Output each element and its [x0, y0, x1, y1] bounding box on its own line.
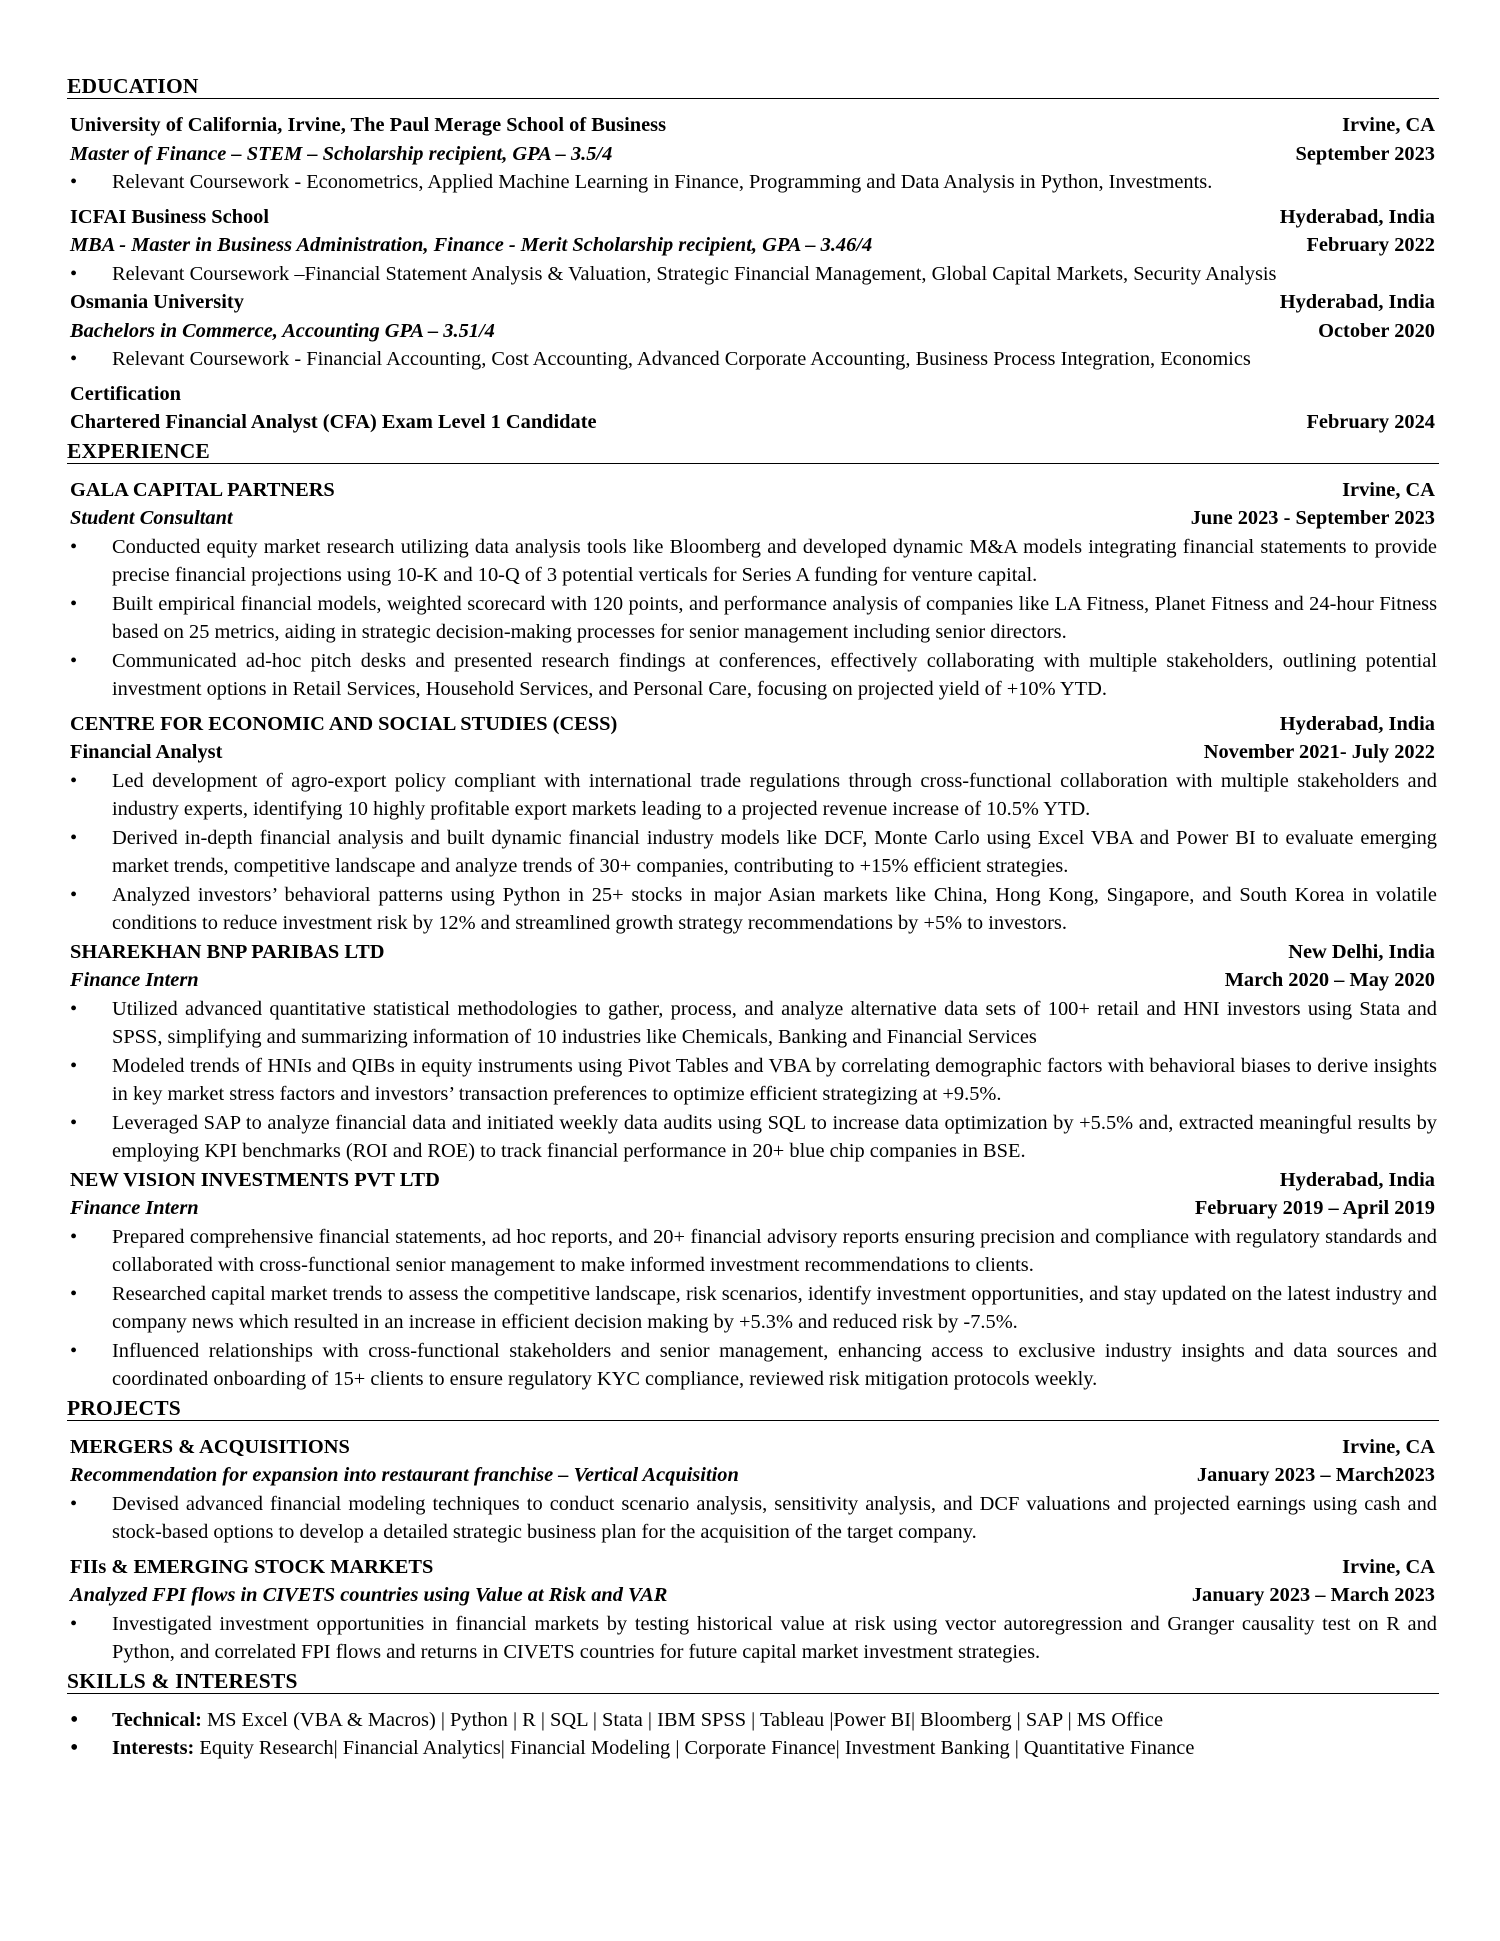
- job-bullet: • Derived in-depth financial analysis and built dynamic financial industry models like DCF, Monte Carlo using Excel VBA and Power BI to evaluate emerging market trends, competitive landscape and analyze trends of 30+ companies, contributing to +15% efficient strategies.: [67, 824, 1439, 881]
- degree: Bachelors in Commerce, Accounting GPA – 3.51/4: [70, 319, 495, 342]
- experience-heading: EXPERIENCE: [67, 439, 1439, 464]
- job-entry: [67, 476, 1439, 704]
- coursework-bullet: • Relevant Coursework - Econometrics, Applied Machine Learning in Finance, Programming and Data Analysis in Python, Investments.: [67, 168, 1439, 197]
- school-location: Irvine, CA: [1342, 114, 1435, 136]
- job-title: Student Consultant: [70, 507, 233, 529]
- job-location: New Delhi, India: [1288, 940, 1435, 963]
- school-location: Hyderabad, India: [1279, 291, 1435, 313]
- job-entry: [67, 1166, 1439, 1394]
- interests: [67, 1734, 1439, 1763]
- project-name: FIIs & EMERGING STOCK MARKETS: [70, 1555, 434, 1578]
- job-bullet: • Prepared comprehensive financial statements, ad hoc reports, and 20+ financial advisory reports ensuring precision and compliance with regulatory standards and collaborated with cross-functional senior management to make informed investment recommendations to clients.: [67, 1223, 1439, 1280]
- school-entry: [67, 288, 1439, 374]
- degree-date: October 2020: [1318, 319, 1435, 342]
- resume-page: [67, 72, 1439, 1763]
- job-bullet: • Modeled trends of HNIs and QIBs in equity instruments using Pivot Tables and VBA by correlating demographic factors with behavioral biases to derive insights in key market stress factors and investors’ transaction preferences to optimize efficient strategizing at +9.5%.: [67, 1052, 1439, 1109]
- project-bullet: • Investigated investment opportunities in financial markets by testing historical value at risk using vector autoregression and Granger causality test on R and Python, and correlated FPI flows and returns in CIVETS countries for future capital market investment strategies.: [67, 1610, 1439, 1667]
- certification-name: Chartered Financial Analyst (CFA) Exam Level 1 Candidate: [70, 411, 597, 433]
- technical-label: Technical:: [112, 1708, 202, 1731]
- project-entry: [67, 1553, 1439, 1667]
- school-location: Hyderabad, India: [1279, 205, 1435, 228]
- interests-list: Equity Research| Financial Analytics| Financial Modeling | Corporate Finance| Investment Banking | Quantitative Finance: [194, 1737, 1195, 1759]
- job-location: Hyderabad, India: [1279, 1168, 1435, 1191]
- coursework-bullet: • Relevant Coursework –Financial Statement Analysis & Valuation, Strategic Financial Management, Global Capital Markets, Security Analysis: [67, 260, 1439, 289]
- certification-label: Certification: [70, 382, 181, 405]
- job-date: June 2023 - September 2023: [1190, 507, 1435, 529]
- technical-list: MS Excel (VBA & Macros) | Python | R | SQL | Stata | IBM SPSS | Tableau |Power BI| Bloomberg | SAP | MS Office: [201, 1708, 1164, 1731]
- job-bullet: • Led development of agro-export policy compliant with international trade regulations through cross-functional collaboration with multiple stakeholders and industry experts, identifying 10 highly profitable export markets leading to a projected revenue increase of 10.5% YTD.: [67, 767, 1439, 824]
- job-bullet: • Built empirical financial models, weighted scorecard with 120 points, and performance analysis of companies like LA Fitness, Planet Fitness and 24-hour Fitness based on 25 metrics, aiding in strategic decision-making processes for senior management including senior directors.: [67, 590, 1439, 647]
- certification-entry: [67, 380, 1439, 437]
- technical-skills: [67, 1706, 1439, 1735]
- job-bullet: • Influenced relationships with cross-functional stakeholders and senior management, enhancing access to exclusive industry insights and data sources and coordinated onboarding of 15+ clients to ensure regulatory KYC compliance, reviewed risk mitigation protocols weekly.: [67, 1337, 1439, 1394]
- project-date: January 2023 – March2023: [1196, 1464, 1435, 1486]
- job-bullet: • Utilized advanced quantitative statistical methodologies to gather, process, and analyze alternative data sets of 100+ retail and HNI investors using Stata and SPSS, simplifying and summarizing information of 10 industries like Chemicals, Banking and Financial Services: [67, 995, 1439, 1052]
- project-date: January 2023 – March 2023: [1191, 1584, 1435, 1606]
- job-bullet: • Researched capital market trends to assess the competitive landscape, risk scenarios, identify investment opportunities, and stay updated on the latest industry and company news which resulted in an increase in efficient decision making by +5.3% and reduced risk by -7.5%.: [67, 1280, 1439, 1337]
- project-subtitle: Analyzed FPI flows in CIVETS countries using Value at Risk and VAR: [70, 1584, 668, 1606]
- education-heading: EDUCATION: [67, 74, 1439, 99]
- job-title: Financial Analyst: [70, 741, 223, 763]
- project-subtitle: Recommendation for expansion into restaurant franchise – Vertical Acquisition: [70, 1464, 739, 1486]
- degree-date: September 2023: [1295, 142, 1435, 165]
- company-name: NEW VISION INVESTMENTS PVT LTD: [70, 1168, 440, 1191]
- school-name: ICFAI Business School: [70, 205, 270, 228]
- school-name: University of California, Irvine, The Paul Merage School of Business: [70, 114, 667, 136]
- skills-heading: SKILLS & INTERESTS: [67, 1669, 1439, 1694]
- job-bullet: • Communicated ad-hoc pitch desks and presented research findings at conferences, effectively collaborating with multiple stakeholders, outlining potential investment options in Retail Services, Household Services, and Personal Care, focusing on projected yield of +10% YTD.: [67, 647, 1439, 704]
- job-location: Hyderabad, India: [1279, 712, 1435, 735]
- company-name: SHAREKHAN BNP PARIBAS LTD: [70, 940, 385, 963]
- degree: Master of Finance – STEM – Scholarship recipient, GPA – 3.5/4: [70, 142, 613, 165]
- company-name: GALA CAPITAL PARTNERS: [70, 478, 335, 501]
- project-bullet: • Devised advanced financial modeling techniques to conduct scenario analysis, sensitivity analysis, and DCF valuations and projected earnings using cash and stock-based options to develop a detailed strategic business plan for the acquisition of the target company.: [67, 1490, 1439, 1547]
- coursework-bullet: • Relevant Coursework - Financial Accounting, Cost Accounting, Advanced Corporate Accounting, Business Process Integration, Economics: [67, 345, 1439, 374]
- certification-date: February 2024: [1306, 411, 1435, 433]
- job-title: Finance Intern: [70, 1197, 199, 1219]
- company-name: CENTRE FOR ECONOMIC AND SOCIAL STUDIES (CESS): [70, 712, 618, 735]
- job-title: Finance Intern: [70, 969, 199, 991]
- job-date: November 2021- July 2022: [1203, 741, 1435, 763]
- school-entry: [67, 203, 1439, 289]
- project-name: MERGERS & ACQUISITIONS: [70, 1435, 350, 1458]
- job-entry: [67, 710, 1439, 938]
- job-bullet: • Leveraged SAP to analyze financial data and initiated weekly data audits using SQL to increase data optimization by +5.5% and, extracted meaningful results by employing KPI benchmarks (ROI and ROE) to track financial performance in 20+ blue chip companies in BSE.: [67, 1109, 1439, 1166]
- job-location: Irvine, CA: [1342, 478, 1435, 501]
- projects-heading: PROJECTS: [67, 1396, 1439, 1421]
- job-date: February 2019 – April 2019: [1194, 1197, 1435, 1219]
- job-bullet: • Analyzed investors’ behavioral patterns using Python in 25+ stocks in major Asian markets like China, Hong Kong, Singapore, and South Korea in volatile conditions to reduce investment risk by 12% and streamlined growth strategy recommendations by +5% to investors.: [67, 881, 1439, 938]
- school-entry: [67, 111, 1439, 197]
- job-bullet: • Conducted equity market research utilizing data analysis tools like Bloomberg and developed dynamic M&A models integrating financial statements to provide precise financial projections using 10-K and 10-Q of 3 potential verticals for Series A funding for venture capital.: [67, 533, 1439, 590]
- school-name: Osmania University: [70, 291, 244, 313]
- job-entry: [67, 938, 1439, 1166]
- degree: MBA - Master in Business Administration, Finance - Merit Scholarship recipient, GPA – 3.46/4: [70, 234, 873, 256]
- degree-date: February 2022: [1306, 234, 1435, 256]
- interests-label: Interests:: [112, 1737, 195, 1759]
- job-date: March 2020 – May 2020: [1224, 969, 1435, 991]
- project-location: Irvine, CA: [1342, 1435, 1435, 1458]
- project-location: Irvine, CA: [1342, 1555, 1435, 1578]
- project-entry: [67, 1433, 1439, 1547]
